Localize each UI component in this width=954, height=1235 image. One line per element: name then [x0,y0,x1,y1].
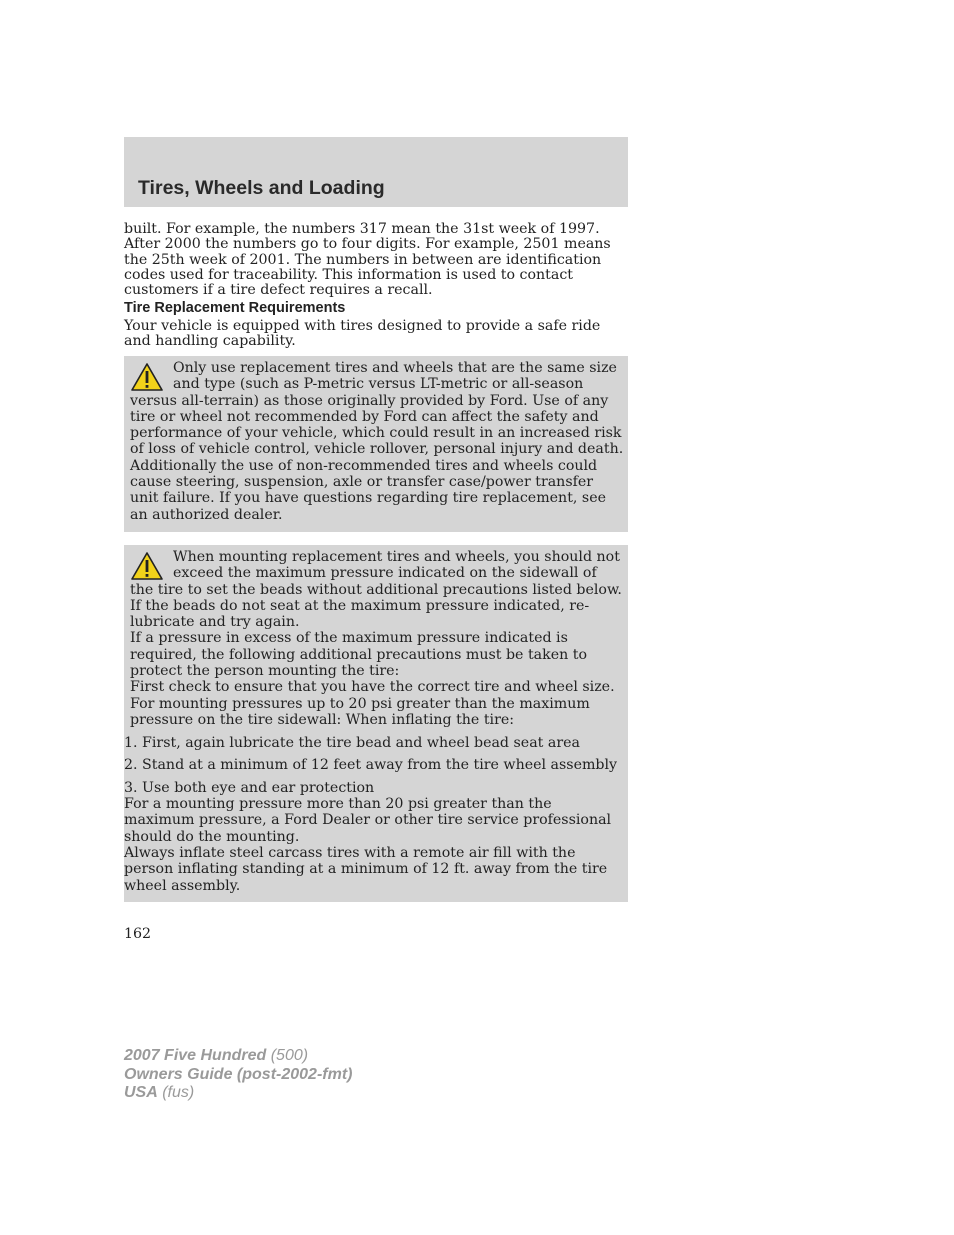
warning-text: If a pressure in excess of the maximum pressure indicated is required, the following additional precautions must be taken to protect the person mounting the tire: [130,630,587,680]
warning-text: When mounting replacement tires and wheels, you should not exceed the maximum pressure indicated on the sidewall of the tire to set the beads without additional precautions listed below. If the beads do not seat at the maximum pressure indicated, re-lubricate and try again. [130,549,622,631]
footer-market: USA [124,1084,158,1101]
intro-paragraph: built. For example, the numbers 317 mean the 31st week of 1997. After 2000 the numbers go to four digits. For example, 2501 means the 25th week of 2001. The numbers in between are identification codes used for traceability. This information is used to contact customers if a tire defect requires a recall. [124,221,611,299]
footer-guide: Owners Guide (post-2002-fmt) [124,1065,353,1083]
warning-text: Always inflate steel carcass tires with a remote air fill with the person inflating standing at a minimum of 12 ft. away from the tire wheel assembly. [124,845,608,894]
warning-box-replacement [124,356,628,532]
footer-model-code: (500) [266,1047,309,1064]
section-title: Tires, Wheels and Loading [138,177,385,199]
warning-text: First check to ensure that you have the correct tire and wheel size. [130,679,615,696]
document-footer [124,1047,352,1103]
list-item: 3. Use both eye and ear protection [124,780,375,796]
section-header-band [124,137,628,207]
list-item: 2. Stand at a minimum of 12 feet away from the tire wheel assembly [124,757,618,773]
footer-market-code: (fus) [157,1084,195,1101]
warning-text: For a mounting pressure more than 20 psi greater than the maximum pressure, a Ford Dealer or other tire service professional should do the mounting. [124,796,612,845]
page-number: 162 [124,926,152,942]
warning-box-mounting [124,545,628,902]
vehicle-paragraph: Your vehicle is equipped with tires designed to provide a safe ride and handling capability. [124,318,601,350]
footer-model: 2007 Five Hundred [124,1047,267,1064]
subheading: Tire Replacement Requirements [124,300,346,316]
warning-text: Only use replacement tires and wheels that are the same size and type (such as P-metric versus LT-metric or all-season versus all-terrain) as those originally provided by Ford. Use of any tire or wheel not recommended by Ford can affect the safety and performance of your vehicle, which could result in an increased risk of loss of vehicle control, vehicle rollover, personal injury and death. Additionally the use of non-recommended tires and wheels could cause steering, suspension, axle or transfer case/power transfer unit failure. If you have questions regarding tire replacement, see an authorized dealer. [130,360,624,523]
warning-text: For mounting pressures up to 20 psi greater than the maximum pressure on the tire sidewall: When inflating the tire: [130,695,590,728]
list-item: 1. First, again lubricate the tire bead and wheel bead seat area [124,735,580,751]
